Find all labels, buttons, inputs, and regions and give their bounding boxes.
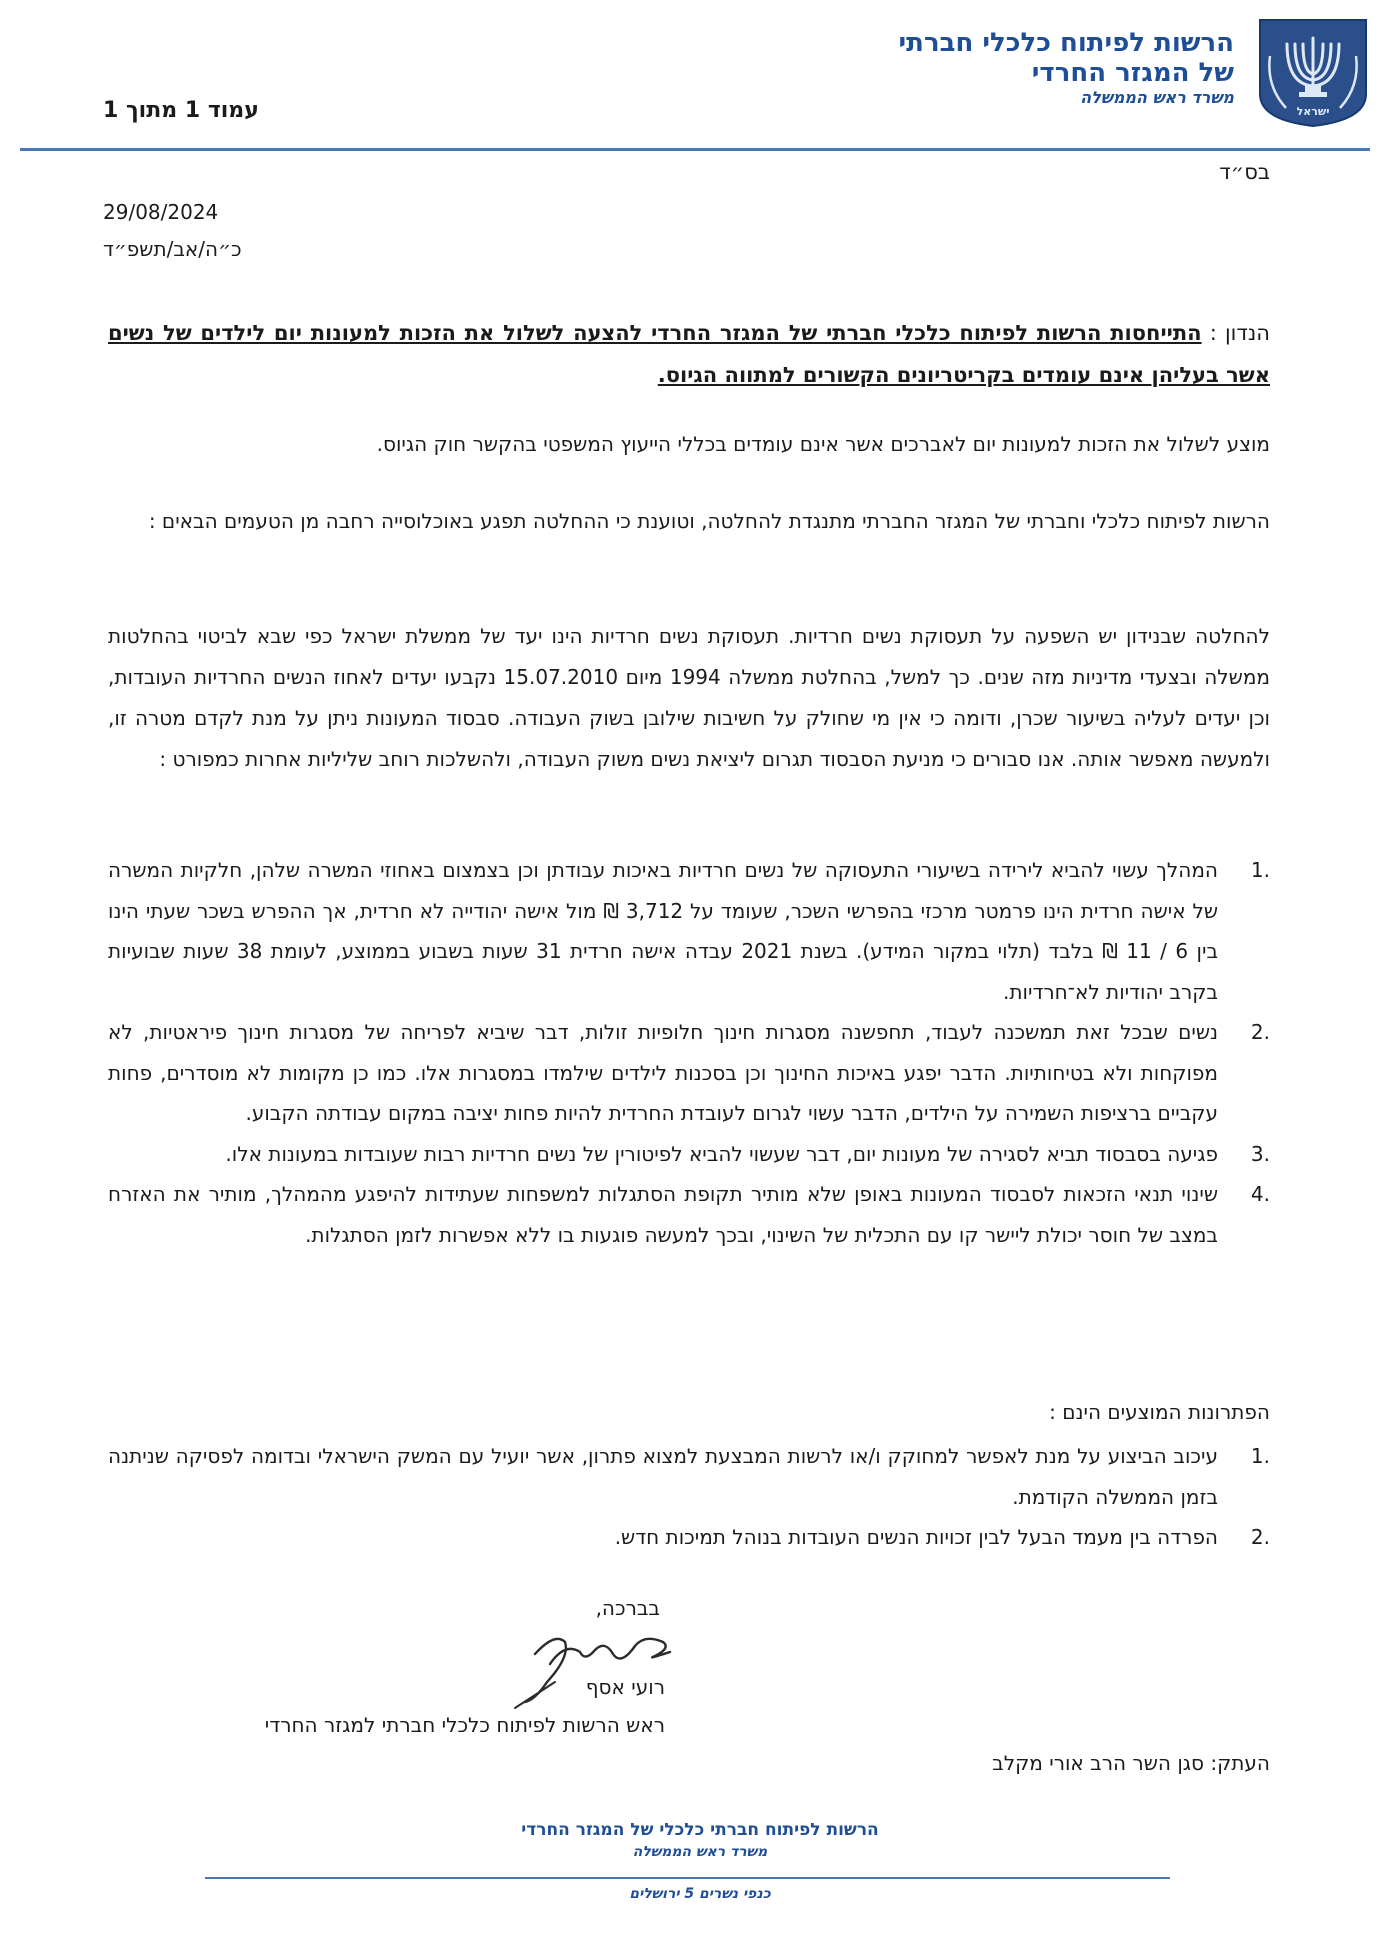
signer-title: ראש הרשות לפיתוח כלכלי חברתי למגזר החרדי <box>264 1713 665 1737</box>
list-item-text: פגיעה בסבסוד תביא לסגירה של מעונות יום, דבר שעשוי להביא לפיטורין של נשים חרדיות רבות שעובדות במעונות אלו. <box>225 1141 1218 1166</box>
emblem-caption: ישראל <box>1296 105 1330 118</box>
position-paragraph: הרשות לפיתוח כלכלי וחברתי של המגזר החברתי מתנגדת להחלטה, וטוענת כי ההחלטה תפגע באוכלוסייה רחבה מן הטעמים הבאים : <box>148 509 1270 533</box>
list-item-number: 4. <box>1250 1182 1270 1206</box>
gregorian-date: 29/08/2024 <box>103 200 219 224</box>
org-name-line1: הרשות לפיתוח כלכלי חברתי <box>898 28 1234 58</box>
intro-paragraph: מוצע לשלול את הזכות למעונות יום לאברכים אשר אינם עומדים בכללי הייעוץ המשפטי בהקשר חוק הגיוס. <box>376 432 1270 456</box>
signer-name: רועי אסף <box>585 1675 665 1699</box>
footer-ministry: משרד ראש הממשלה <box>632 1844 768 1860</box>
list-item-number: 1. <box>1250 1444 1270 1468</box>
bsd-mark: בס״ד <box>1219 160 1270 184</box>
hebrew-date: כ״ה/אב/תשפ״ד <box>103 237 242 261</box>
state-emblem-icon <box>1256 16 1370 128</box>
org-name-line2: של המגזר החרדי <box>1031 58 1234 88</box>
ministry-name: משרד ראש הממשלה <box>1080 88 1234 107</box>
solutions-list <box>108 1436 1270 1558</box>
list-item <box>108 1012 1270 1134</box>
list-item-text: המהלך עשוי להביא לירידה בשיעורי התעסוקה של נשים חרדיות באיכות עבודתן וכן בצמצום באחוזי המשרה שלהן, חלקיות המשרה של אישה חרדית הינו פרמטר מרכזי בהפרשי השכר, שעומד על 3,712 ₪ מול אישה יהודייה לא חרדית, אך ההפרש בשכר שעתי הינו בין 6 / 11 ₪ בלבד (תלוי במקור המידע). בשנת 2021 עבדה אישה חרדית 31 שעות בשבוע בממוצע, לעומת 38 שעות שבועיות בקרב יהודיות לא־חרדיות. <box>108 858 1219 1004</box>
subject-text: התייחסות הרשות לפיתוח כלכלי חברתי של המגזר החרדי להצעה לשלול את הזכות למעונות יום לילדים של נשים אשר בעליהן אינם עומדים בקריטריונים הקשורים למתווה הגיוס. <box>108 321 1270 387</box>
list-item-number: 2. <box>1250 1020 1270 1044</box>
list-item-text: שינוי תנאי הזכאות לסבסוד המעונות באופן שלא מותיר תקופת הסתגלות למשפחות שעתידות להיפגע מהמהלך, מותיר את האזרח במצב של חוסר יכולת ליישר קו עם התכלית של השינוי, ובכך למעשה פוגעות בו ללא אפשרות לזמן הסתגלות. <box>108 1182 1218 1247</box>
list-item <box>108 1436 1270 1517</box>
footer-divider <box>205 1877 1170 1879</box>
footer-org-name: הרשות לפיתוח חברתי כלכלי של המגזר החרדי <box>521 1820 879 1840</box>
impact-paragraph: להחלטה שבנידון יש השפעה על תעסוקת נשים חרדיות. תעסוקת נשים חרדיות הינו יעד של ממשלת ישראל כפי שבא לביטוי בהחלטות ממשלה ובצעדי מדיניות מזה שנים. כך למשל, בהחלטת ממשלה 1994 מיום 15.07.2010 נקבעו יעדים לאחוז הנשים החרדיות העובדות, וכן יעדים לעליה בשיעור שכרן, ודומה כי אין מי שחולק על חשיבות שילובן בשוק העבודה. סבסוד המעונות ניתן על מנת לקדם מטרה זו, ולמעשה מאפשר אותה. אנו סבורים כי מניעת הסבסוד תגרום ליציאת נשים משוק העבודה, ולהשלכות רוחב שליליות אחרות כמפורט : <box>108 624 1270 771</box>
reasons-list <box>108 850 1270 1255</box>
list-item-text: נשים שבכל זאת תמשכנה לעבוד, תחפשנה מסגרות חינוך חלופיות זולות, דבר שיביא לפריחה של מסגרות חינוך פיראטיות, לא מפוקחות ולא בטיחותיות. הדבר יפגע באיכות החינוך וכן בסכנות לילדים שילמדו במסגרות אלו. כמו כן מקומות לא מוסדרים, פחות עקביים ברציפות השמירה על הילדים, הדבר עשוי לגרום לעובדת החרדית להיות פחות יציבה במקום עבודתה הקבוע. <box>108 1020 1218 1125</box>
subject-line <box>108 312 1270 396</box>
cc-line: העתק: סגן השר הרב אורי מקלב <box>992 1751 1270 1775</box>
list-item <box>108 1134 1270 1175</box>
list-item <box>108 1174 1270 1255</box>
closing-greeting: בברכה, <box>595 1596 660 1620</box>
header-divider <box>20 148 1370 151</box>
list-item-text: הפרדה בין מעמד הבעל לבין זכויות הנשים העובדות בנוהל תמיכות חדש. <box>614 1525 1218 1549</box>
list-item-text: עיכוב הביצוע על מנת לאפשר למחוקק ו/או לרשות המבצעת למצוא פתרון, אשר יועיל עם המשק הישראלי ובדומה לפסיקה שניתנה בזמן הממשלה הקודמת. <box>108 1444 1218 1509</box>
footer-address: כנפי נשרים 5 ירושלים <box>629 1886 771 1902</box>
page-indicator: עמוד 1 מתוך 1 <box>103 98 259 123</box>
solutions-heading: הפתרונות המוצעים הינם : <box>1049 1400 1270 1424</box>
subject-label: הנדון : <box>1209 321 1270 345</box>
list-item-number: 1. <box>1250 858 1270 882</box>
list-item-number: 3. <box>1250 1141 1270 1166</box>
list-item-number: 2. <box>1250 1525 1270 1549</box>
list-item <box>108 1517 1270 1558</box>
list-item <box>108 850 1270 1012</box>
